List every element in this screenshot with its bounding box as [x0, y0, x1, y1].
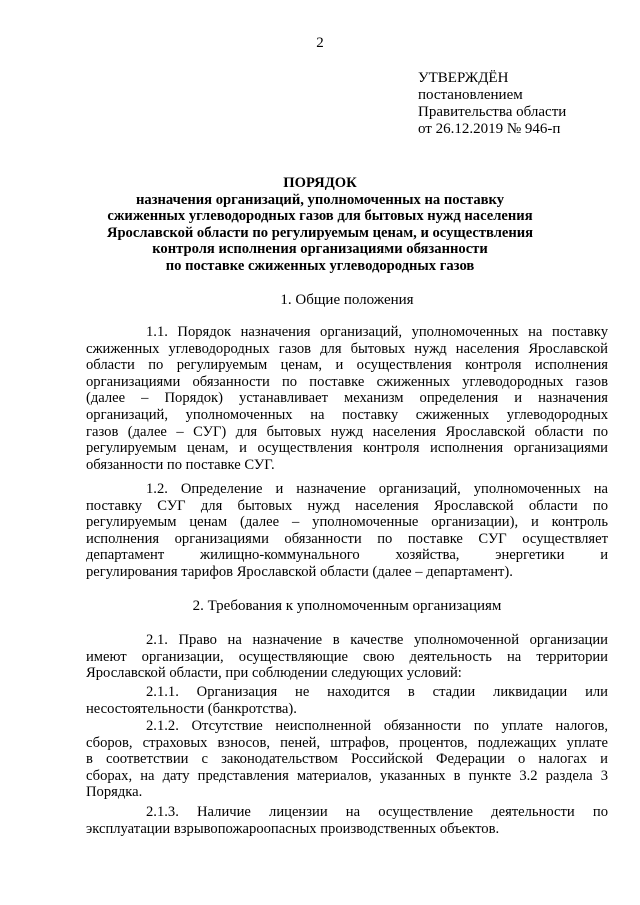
paragraph-1-1 [86, 324, 608, 473]
text-line: области по регулируемым ценам, и осуществления контроля исполнения [86, 357, 608, 374]
title-line: назначения организаций, уполномоченных на поставку [135, 191, 505, 208]
text-line: Порядка. [86, 784, 143, 801]
section-heading: 1. Общие положения [280, 292, 414, 308]
text-line: организациями обязанности по поставке сжиженных углеводородных газов [86, 373, 608, 390]
text-line: имеют организации, осуществляющие свою деятельность на территории [86, 648, 608, 665]
text-line: сжиженных углеводородных газов для бытовых нужд населения Ярославской [86, 340, 608, 357]
text-line: эксплуатации взрывопожароопасных производственных объектов. [86, 820, 500, 837]
text-line: 1.2. Определение и назначение организаций, уполномоченных на [146, 481, 608, 497]
paragraph-2-1-1 [86, 684, 608, 717]
approval-line: постановлением [418, 87, 523, 103]
text-line: сборов, страховых взносов, пеней, штрафов, процентов, подлежащих уплате [86, 734, 608, 751]
text-line: 1.1. Порядок назначения организаций, уполномоченных на поставку [146, 324, 608, 340]
text-line: несостоятельности (банкротства). [86, 700, 297, 717]
paragraph-1-2 [86, 481, 608, 581]
paragraph-2-1-2 [86, 718, 608, 801]
text-line: (далее – Порядок) устанавливает механизм определения и назначения [86, 390, 608, 407]
approval-line: от 26.12.2019 № 946-п [418, 121, 561, 137]
text-line: департамент жилищно-коммунального хозяйства, энергетики и [86, 547, 608, 564]
text-line: 2.1.1. Организация не находится в стадии ликвидации или [146, 684, 608, 700]
text-line: 2.1. Право на назначение в качестве уполномоченной организации [146, 632, 608, 648]
text-line: 2.1.3. Наличие лицензии на осуществление деятельности по [146, 804, 608, 820]
paragraph-2-1 [86, 632, 608, 682]
title-heading: ПОРЯДОК [283, 175, 357, 191]
page-number: 2 [316, 35, 324, 51]
approval-line: Правительства области [418, 104, 567, 120]
approval-stamp [418, 70, 566, 138]
text-line: регулируемым ценам (далее – уполномоченные организации), и контроль [86, 514, 608, 531]
text-line: обязанности по поставке СУГ. [86, 456, 275, 473]
text-line: регулирования тарифов Ярославской области (далее – департамент). [86, 563, 513, 580]
text-line: поставку СУГ для бытовых нужд населения Ярославской области по [86, 497, 608, 514]
text-line: исполнения организациями обязанности по поставке СУГ осуществляет [86, 530, 608, 547]
text-line: сборах, на дату представления материалов, указанных в пункте 3.2 раздела 3 [86, 767, 608, 784]
text-line: организаций, уполномоченных на поставку сжиженных углеводородных [86, 406, 608, 423]
text-line: газов (далее – СУГ) для бытовых нужд населения Ярославской области по [86, 423, 608, 440]
document-title [90, 175, 550, 274]
approval-line: УТВЕРЖДЁН [418, 70, 509, 86]
text-line: в соответствии с законодательством Российской Федерации о налогах и [86, 751, 608, 768]
text-line: 2.1.2. Отсутствие неисполненной обязанности по уплате налогов, [146, 718, 608, 734]
title-line: сжиженных углеводородных газов для бытовых нужд населения [107, 208, 533, 224]
text-line: Ярославской области, при соблюдении следующих условий: [86, 665, 462, 682]
title-line: контроля исполнения организациями обязанности [152, 241, 488, 257]
title-line: Ярославской области по регулируемым ценам, и осуществления [106, 224, 534, 241]
title-line: по поставке сжиженных углеводородных газов [165, 257, 475, 274]
section-heading: 2. Требования к уполномоченным организациям [192, 598, 502, 614]
paragraph-2-1-3 [86, 804, 608, 837]
text-line: регулируемым ценам, и осуществления контроля исполнения организациями [86, 440, 608, 457]
